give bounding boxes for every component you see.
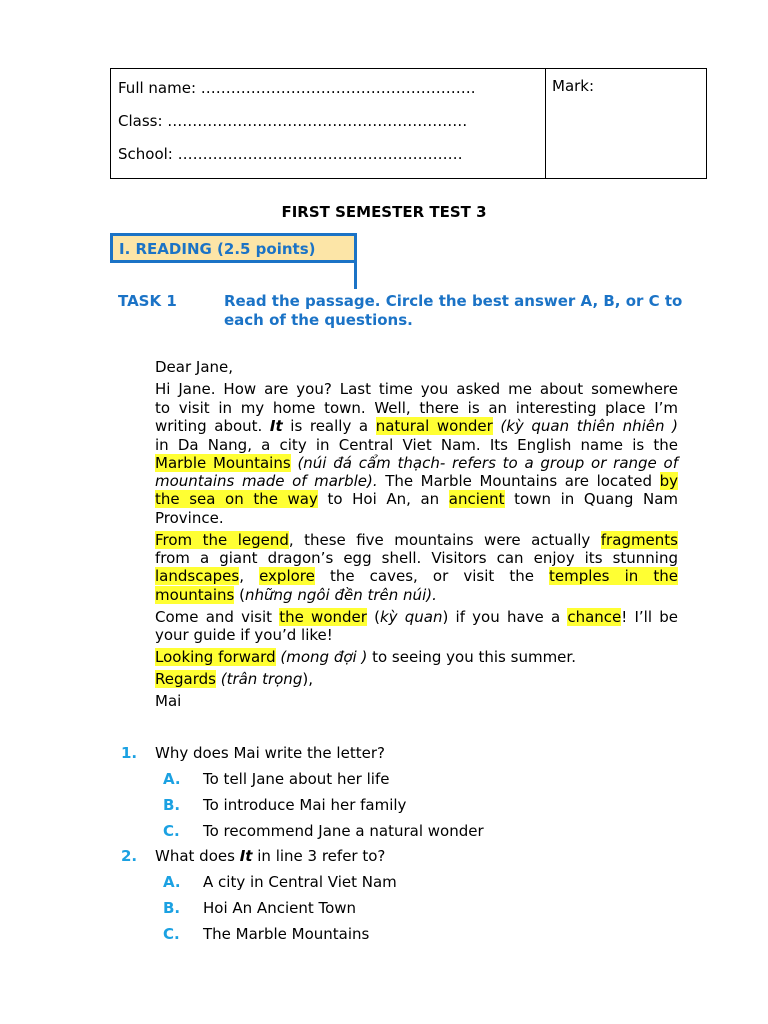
highlighted-phrase: explore <box>259 567 315 585</box>
question-number: 1. <box>121 744 138 762</box>
passage-line <box>155 608 678 627</box>
passage-text: writing about. <box>155 417 263 435</box>
passage-line: in Da Nang, a city in Central Viet Nam. Its English name is the <box>155 436 678 454</box>
passage-text: , <box>239 567 244 585</box>
question-number: 2. <box>121 847 138 865</box>
passage-gloss: kỳ quan <box>379 608 443 626</box>
passage-text: ), <box>302 670 313 688</box>
passage-text: The Marble Mountains are located <box>385 472 652 490</box>
passage-text: ! I’ll be <box>621 608 678 626</box>
highlighted-phrase: by <box>659 472 678 490</box>
highlighted-phrase: fragments <box>600 531 678 549</box>
letter-greeting: Dear Jane, <box>155 358 234 376</box>
highlighted-phrase: the wonder <box>279 608 367 626</box>
passage-text: ( <box>239 586 246 604</box>
task-instruction-line1: Read the passage. Circle the best answer A, B, or C to <box>224 292 683 310</box>
passage-line <box>155 454 678 473</box>
passage-text: Come and visit <box>155 608 273 626</box>
option-text[interactable]: A city in Central Viet Nam <box>203 873 397 891</box>
passage-gloss: (kỳ quan thiên nhiên ) <box>500 417 678 435</box>
passage-line: from a giant dragon’s egg shell. Visitors can enjoy its stunning <box>155 549 678 567</box>
student-info-cell <box>111 69 546 178</box>
school-field: School: ………………………………………………… <box>118 145 463 163</box>
passage-line <box>155 648 576 667</box>
highlighted-phrase: Marble Mountains <box>155 454 291 472</box>
passage-text: to seeing you this summer. <box>372 648 576 666</box>
section-heading-box <box>110 233 357 263</box>
option-letter[interactable]: A. <box>163 770 181 788</box>
passage-text: town in Quang Nam <box>514 490 678 508</box>
passage-line <box>155 472 678 491</box>
highlighted-phrase: natural wonder <box>375 417 493 435</box>
passage-text: ) if you have a <box>442 608 561 626</box>
passage-line: to visit in my home town. Well, there is an interesting place I’m <box>155 399 678 417</box>
passage-gloss: (mong đợi ) <box>280 648 368 666</box>
question-text: Why does Mai write the letter? <box>155 744 385 762</box>
letter-signature: Mai <box>155 692 182 710</box>
passage-line <box>155 417 678 436</box>
highlighted-phrase: Regards <box>155 670 216 688</box>
passage-gloss: (núi đá cẩm thạch- refers to a group or range of <box>297 454 678 472</box>
highlighted-phrase: the sea on the way <box>155 490 318 508</box>
task-label: TASK 1 <box>118 292 177 310</box>
passage-text: ( <box>374 608 380 626</box>
option-letter[interactable]: C. <box>163 925 180 943</box>
test-title: FIRST SEMESTER TEST 3 <box>281 203 487 221</box>
highlighted-phrase: From the legend <box>155 531 289 549</box>
question-text <box>155 847 385 865</box>
passage-line <box>155 531 678 550</box>
option-text[interactable]: To recommend Jane a natural wonder <box>203 822 484 840</box>
full-name-field: Full name: ………………………………………………. <box>118 79 476 97</box>
highlighted-phrase: Looking forward <box>155 648 276 666</box>
option-text[interactable]: Hoi An Ancient Town <box>203 899 357 917</box>
passage-text: the caves, or visit the <box>329 567 534 585</box>
highlighted-phrase: temples in the <box>549 567 678 585</box>
option-text[interactable]: To introduce Mai her family <box>203 796 407 814</box>
option-text[interactable]: The Marble Mountains <box>203 925 370 943</box>
mark-field: Mark: <box>552 77 595 95</box>
option-letter[interactable]: B. <box>163 899 181 917</box>
highlighted-phrase: mountains <box>155 586 235 604</box>
passage-gloss: (trân trọng <box>220 670 303 688</box>
highlighted-phrase: chance <box>567 608 622 626</box>
passage-gloss: những ngôi đền trên núi). <box>245 586 437 604</box>
question-keyword: It <box>239 847 253 865</box>
task-instruction <box>224 292 704 330</box>
section-heading: I. READING (2.5 points) <box>119 240 316 258</box>
passage-keyword: It <box>269 417 283 435</box>
passage-line: Province. <box>155 509 224 527</box>
passage-gloss: mountains made of marble). <box>155 472 378 490</box>
option-text[interactable]: To tell Jane about her life <box>203 770 390 788</box>
student-info-table <box>110 68 707 179</box>
option-letter[interactable]: B. <box>163 796 181 814</box>
task-instruction-line2: each of the questions. <box>224 311 413 329</box>
highlighted-phrase: landscapes <box>155 567 240 585</box>
passage-line <box>155 670 313 689</box>
question-text-part: in line 3 refer to? <box>257 847 386 865</box>
passage-line: Hi Jane. How are you? Last time you asked me about somewhere <box>155 380 678 398</box>
passage-line <box>155 490 678 509</box>
question-text-part: What does <box>155 847 235 865</box>
passage-text: , these five mountains were actually <box>288 531 591 549</box>
passage-text: is really a <box>290 417 369 435</box>
class-field: Class: …………………………………………………… <box>118 112 468 130</box>
highlighted-phrase: ancient <box>448 490 505 508</box>
passage-text: to Hoi An, an <box>327 490 440 508</box>
option-letter[interactable]: A. <box>163 873 181 891</box>
section-heading-connector <box>354 263 357 289</box>
passage-line <box>155 567 678 586</box>
option-letter[interactable]: C. <box>163 822 180 840</box>
passage-line <box>155 586 437 605</box>
passage-line: your guide if you’d like! <box>155 626 333 644</box>
